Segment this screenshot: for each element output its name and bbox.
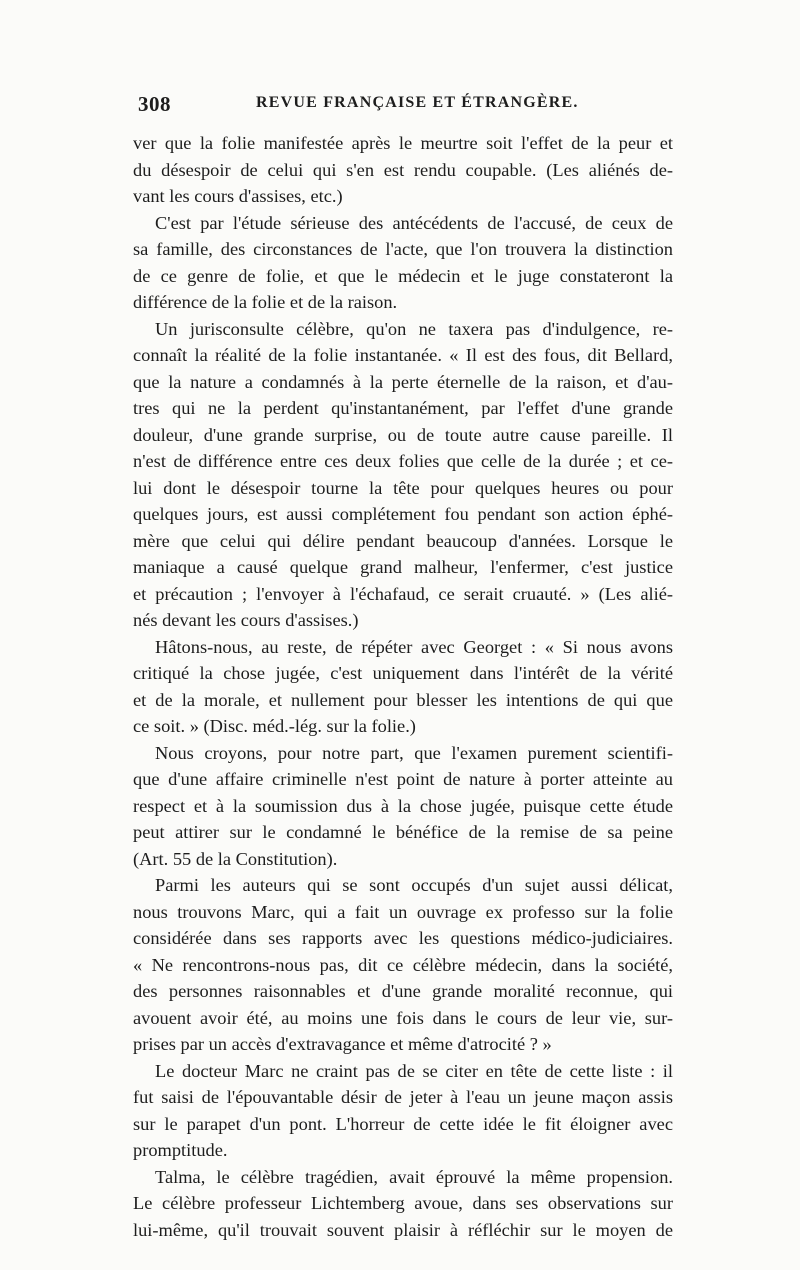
text-line: respect et à la soumission dus à la chose jugée, puisque cette étude: [133, 795, 673, 816]
text-line: peut attirer sur le condamné le bénéfice de la remise de sa peine: [133, 822, 673, 842]
text-line: fut saisi de l'épouvantable désir de jeter à l'eau un jeune maçon assis: [133, 1087, 673, 1107]
text-line: lui-même, qu'il trouvait souvent plaisir à réfléchir sur le moyen de: [133, 1219, 673, 1240]
text-line: critiqué la chose jugée, c'est uniquement dans l'intérêt de la vérité: [133, 663, 673, 683]
text-line: mère que celui qui délire pendant beaucoup d'années. Lorsque le: [133, 530, 673, 551]
text-line: Nous croyons, pour notre part, que l'examen purement scientifi-: [155, 742, 673, 763]
text-line: promptitude.: [133, 1140, 228, 1160]
text-line: du désespoir de celui qui s'en est rendu coupable. (Les aliénés de-: [133, 159, 673, 180]
body-text: [133, 130, 673, 1243]
text-line: nous trouvons Marc, qui a fait un ouvrage ex professo sur la folie: [133, 901, 673, 922]
page-number: 308: [138, 92, 171, 116]
paragraph-1: [133, 130, 673, 210]
text-line: prises par un accès d'extravagance et même d'atrocité ? »: [133, 1034, 552, 1054]
text-line: que la nature a condamnés à la perte éternelle de la raison, et d'au-: [133, 371, 673, 392]
text-line: avouent avoir été, au moins une fois dans le cours de leur vie, sur-: [133, 1007, 673, 1028]
text-line: vant les cours d'assises, etc.): [133, 186, 343, 206]
text-line: lui dont le désespoir tourne la tête pour quelques heures ou pour: [133, 477, 673, 498]
text-line: n'est de différence entre ces deux folies que celle de la durée ; et ce-: [133, 451, 673, 471]
text-line: (Art. 55 de la Constitution).: [133, 848, 338, 869]
paragraph-6: [133, 872, 673, 1058]
text-line: ce soit. » (Disc. méd.-lég. sur la folie.): [133, 716, 416, 736]
running-header: [133, 92, 673, 122]
text-line: Le docteur Marc ne craint pas de se citer en tête de cette liste : il: [155, 1060, 673, 1081]
text-line: douleur, d'une grande surprise, ou de toute autre cause pareille. Il: [133, 424, 673, 445]
text-line: de ce genre de folie, et que le médecin et le juge constateront la: [133, 265, 673, 286]
text-line: tres qui ne la perdent qu'instantanément, par l'effet d'une grande: [133, 398, 673, 418]
text-line: quelques jours, est aussi complétement fou pendant son action éphé-: [133, 504, 673, 524]
text-line: Parmi les auteurs qui se sont occupés d'un sujet aussi délicat,: [155, 875, 673, 895]
running-title: REVUE FRANÇAISE ET ÉTRANGÈRE.: [256, 94, 579, 111]
paragraph-5: [133, 740, 673, 873]
text-line: connaît la réalité de la folie instantanée. « Il est des fous, dit Bellard,: [133, 345, 673, 365]
paragraph-7: [133, 1058, 673, 1164]
text-line: différence de la folie et de la raison.: [133, 292, 398, 312]
paragraph-4: [133, 634, 673, 740]
text-line: maniaque a causé quelque grand malheur, l'enfermer, c'est justice: [133, 557, 673, 577]
text-line: sa famille, des circonstances de l'acte, que l'on trouvera la distinction: [133, 239, 673, 259]
paragraph-3: [133, 316, 673, 634]
text-line: que d'une affaire criminelle n'est point de nature à porter atteinte au: [133, 769, 673, 789]
text-line: des personnes raisonnables et d'une grande moralité reconnue, qui: [133, 981, 673, 1001]
paragraph-2: [133, 210, 673, 316]
text-line: Un jurisconsulte célèbre, qu'on ne taxera pas d'indulgence, re-: [155, 318, 673, 339]
text-line: considérée dans ses rapports avec les questions médico-judiciaires.: [133, 928, 673, 948]
text-line: C'est par l'étude sérieuse des antécédents de l'accusé, de ceux de: [155, 212, 673, 233]
text-line: « Ne rencontrons-nous pas, dit ce célèbre médecin, dans la société,: [133, 954, 673, 975]
text-line: sur le parapet d'un pont. L'horreur de cette idée le fit éloigner avec: [133, 1113, 673, 1134]
text-line: nés devant les cours d'assises.): [133, 610, 359, 630]
text-line: Talma, le célèbre tragédien, avait éprouvé la même propension.: [155, 1166, 673, 1187]
text-line: Hâtons-nous, au reste, de répéter avec Georget : « Si nous avons: [155, 636, 673, 657]
text-line: et de la morale, et nullement pour blesser les intentions de qui que: [133, 689, 673, 710]
text-line: ver que la folie manifestée après le meurtre soit l'effet de la peur et: [133, 133, 673, 153]
paragraph-8: [133, 1164, 673, 1244]
book-page: [133, 92, 673, 1243]
text-line: Le célèbre professeur Lichtemberg avoue, dans ses observations sur: [133, 1193, 673, 1213]
text-line: et précaution ; l'envoyer à l'échafaud, ce serait cruauté. » (Les alié-: [133, 583, 673, 604]
